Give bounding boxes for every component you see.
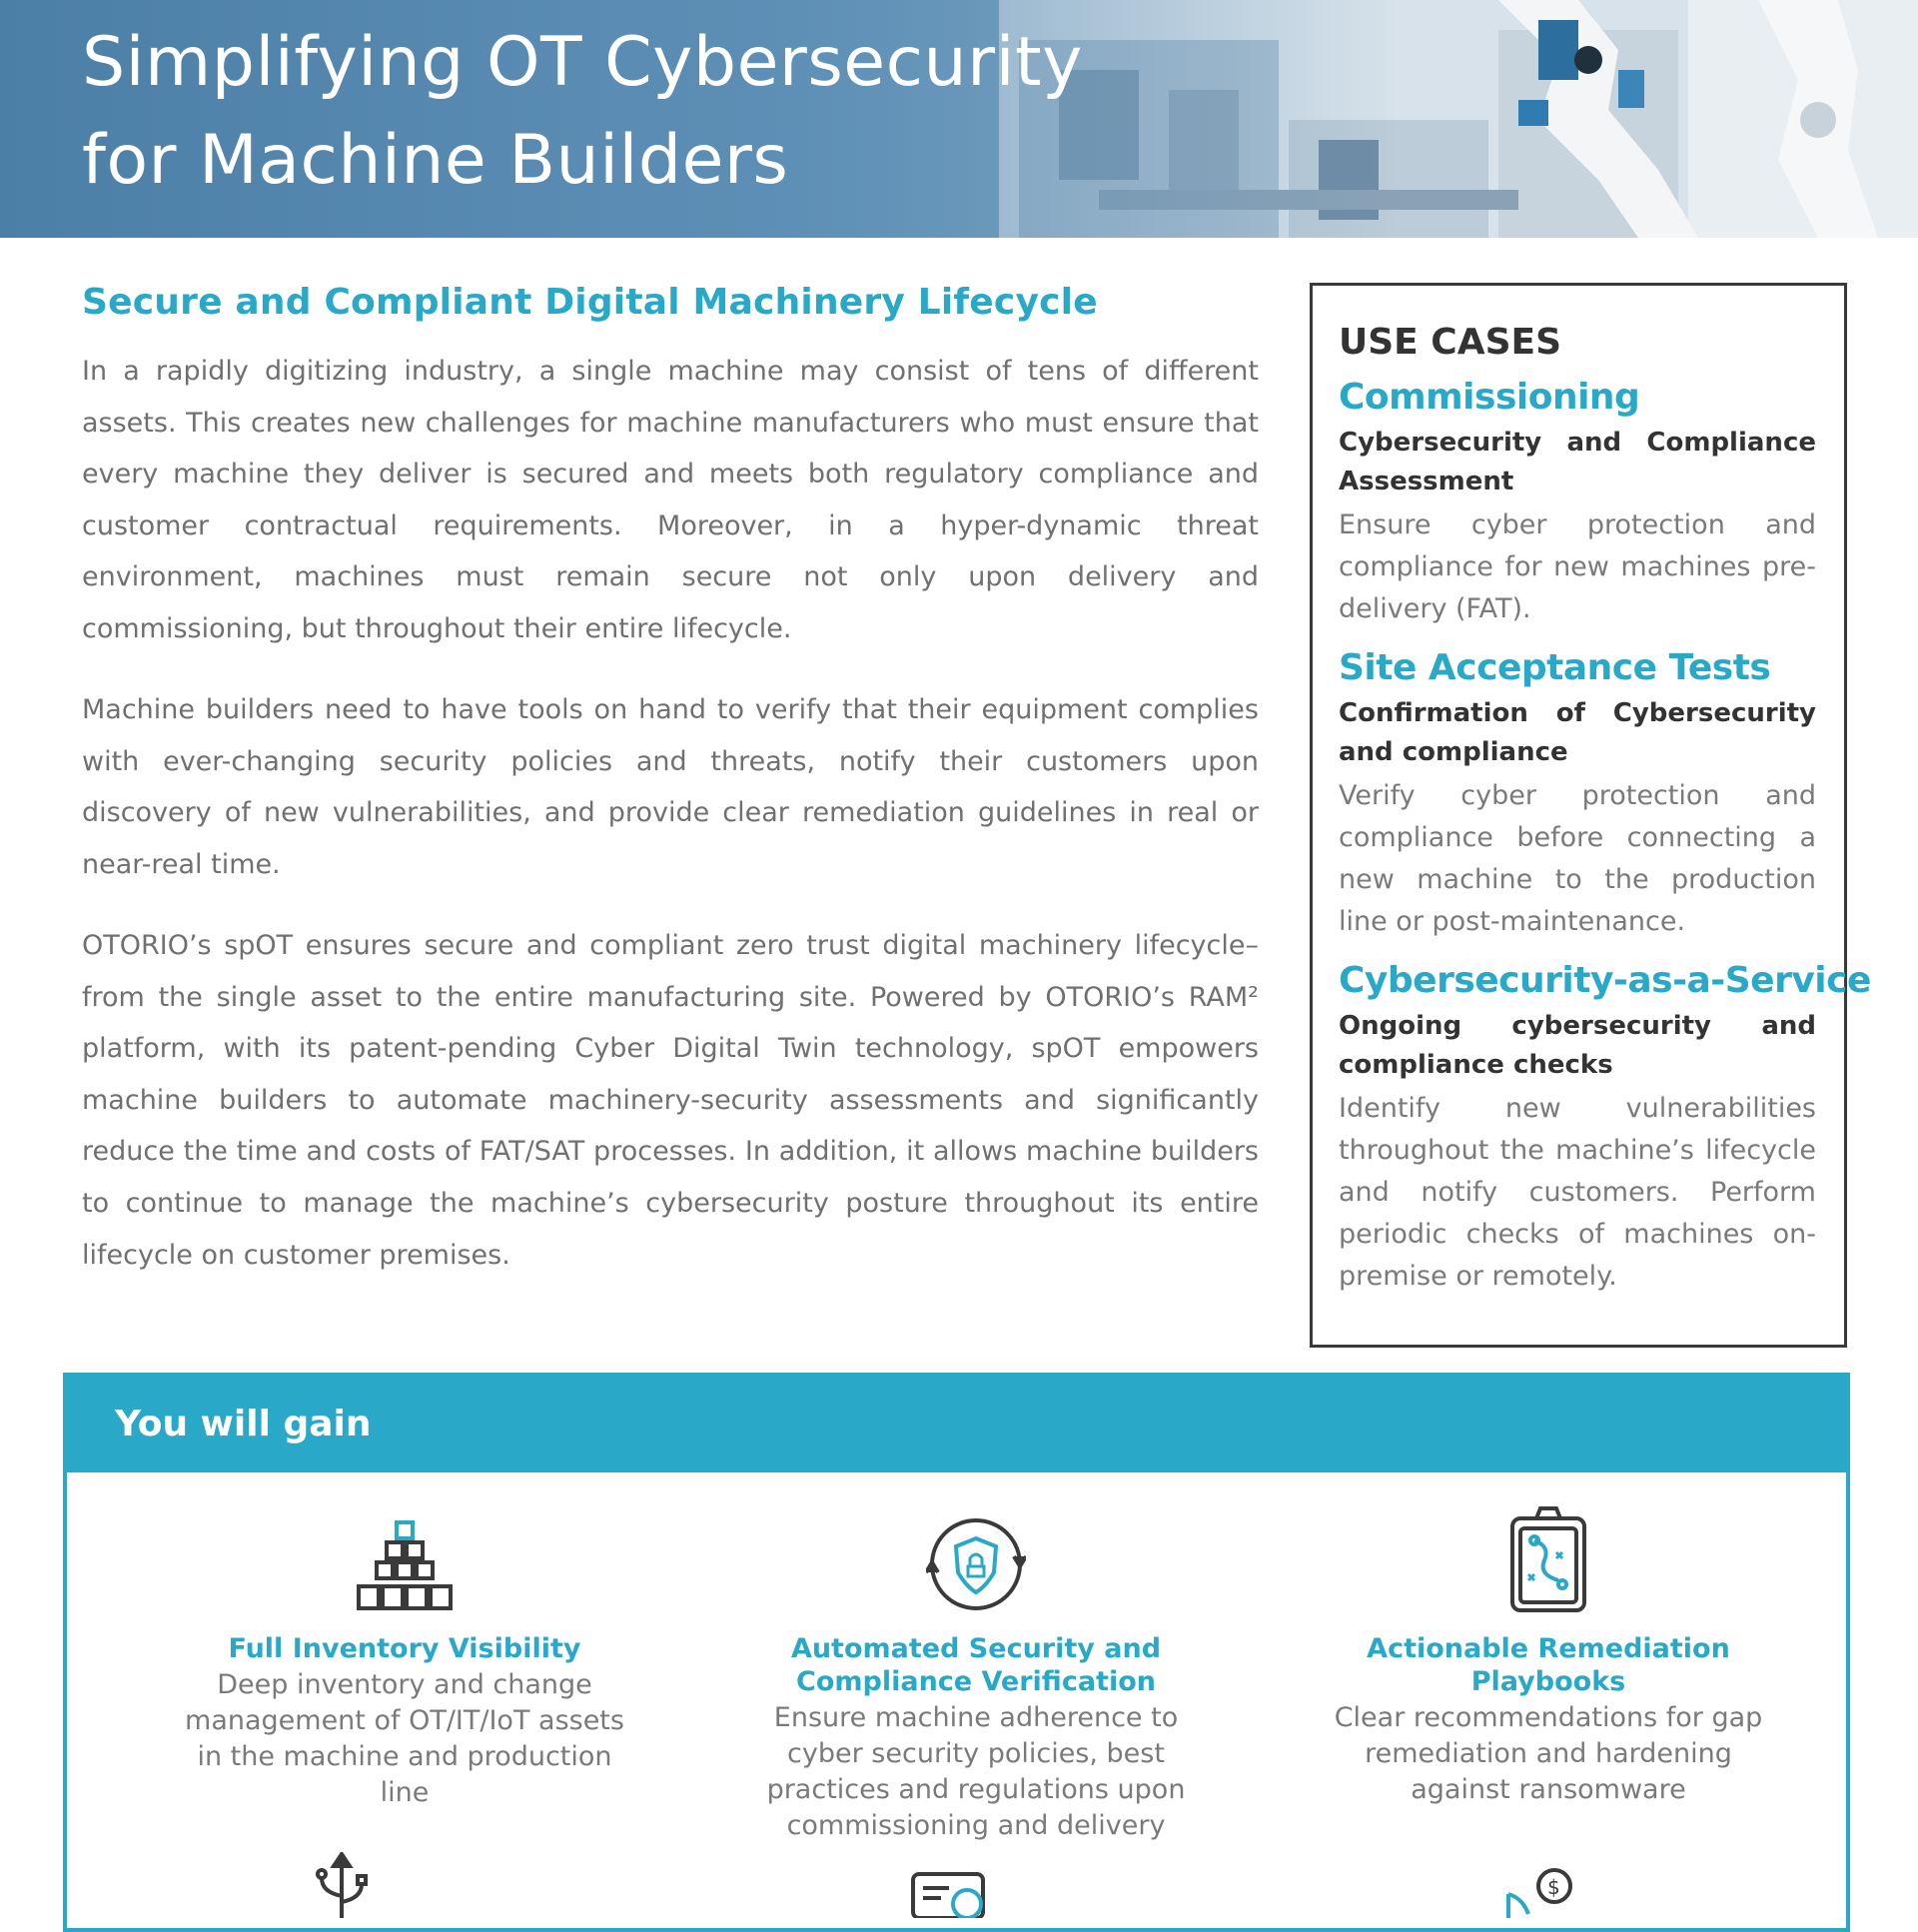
clipboard-playbook-icon (1506, 1504, 1590, 1614)
tools-paragraph (82, 684, 1259, 890)
benefit-playbooks (1319, 1504, 1778, 1808)
usb-icon (312, 1852, 372, 1918)
use-case-subtitle: Ongoing cybersecurity and compliance checks (1339, 1011, 1816, 1080)
benefit-title: Actionable Remediation Playbooks (1367, 1633, 1730, 1697)
document-search-icon (909, 1870, 995, 1918)
paragraph-text: OTORIO’s spOT ensures secure and compliant zero trust digital machinery lifecycle–from the single asset to the entire manufacturing site. Powered by OTORIO’s RAM² platform, with its patent-pending Cyber Digital Twin technology, spOT empowers machine builders to automate machinery-security assessments and significantly reduce the time and costs of FAT/SAT processes. In addition, it allows machine builders to continue to manage the machine’s cybersecurity posture throughout its entire lifecycle on customer premises. (82, 930, 1259, 1271)
benefit-description: Ensure machine adherence to cyber security policies, best practices and regulations upon commissioning and delivery (766, 1702, 1186, 1841)
page-title-line-2: for Machine Builders (82, 121, 789, 200)
paragraph-text: Machine builders need to have tools on hand to verify that their equipment complies with ever-changing security policies and threats, notify their customers upon discovery of new vulnerabilities, and provide clear remediation guidelines in real or near-real time. (82, 694, 1259, 880)
product-paragraph (82, 920, 1259, 1281)
use-case-site-acceptance (1339, 642, 1816, 943)
benefit-verification (746, 1504, 1206, 1844)
use-cases-title: USE CASES (1339, 322, 1562, 363)
use-case-name: Cybersecurity-as-a-Service (1339, 960, 1871, 1001)
use-case-description: Ensure cyber protection and compliance for new machines pre-delivery (FAT). (1339, 509, 1816, 624)
page-title-line-1: Simplifying OT Cybersecurity (82, 23, 1083, 102)
use-case-caas (1339, 955, 1871, 1298)
use-case-subtitle: Confirmation of Cybersecurity and compliance (1339, 698, 1816, 767)
benefit-title: Automated Security and Compliance Verification (790, 1633, 1162, 1697)
use-case-description: Identify new vulnerabilities throughout the machine’s lifecycle and notify customers. Perform periodic checks of machines on-premise or remotely. (1339, 1093, 1816, 1292)
inventory-blocks-icon (355, 1518, 455, 1614)
benefit-description: Clear recommendations for gap remediation and hardening against ransomware (1334, 1702, 1763, 1805)
cost-reduction-icon (1498, 1864, 1578, 1918)
section-heading: Secure and Compliant Digital Machinery Lifecycle (82, 282, 1098, 323)
svg-text:$: $ (1547, 1875, 1560, 1899)
page-title (82, 14, 1083, 210)
benefit-title: Full Inventory Visibility (228, 1633, 581, 1664)
use-case-commissioning (1339, 372, 1816, 630)
intro-paragraph (82, 346, 1259, 655)
gain-header (67, 1377, 1846, 1472)
use-case-description: Verify cyber protection and compliance before connecting a new machine to the production line or post-maintenance. (1339, 780, 1816, 937)
use-cases-panel (1310, 283, 1871, 1348)
use-case-name: Commissioning (1339, 377, 1640, 418)
shield-cycle-icon (926, 1514, 1026, 1614)
use-case-subtitle: Cybersecurity and Compliance Assessment (1339, 428, 1816, 496)
benefit-inventory (175, 1504, 634, 1811)
hero-banner (0, 0, 1918, 238)
gain-title: You will gain (115, 1404, 372, 1445)
benefit-description: Deep inventory and change management of OT/IT/IoT assets in the machine and production line (185, 1669, 624, 1808)
paragraph-text: In a rapidly digitizing industry, a single machine may consist of tens of different assets. This creates new challenges for machine manufacturers who must ensure that every machine they deliver is secured and meets both regulatory compliance and customer contractual requirements. Moreover, in a hyper-dynamic threat environment, machines must remain secure not only upon delivery and commissioning, but throughout their entire lifecycle. (82, 356, 1259, 644)
gain-panel (63, 1373, 1850, 1932)
use-case-name: Site Acceptance Tests (1339, 647, 1771, 688)
